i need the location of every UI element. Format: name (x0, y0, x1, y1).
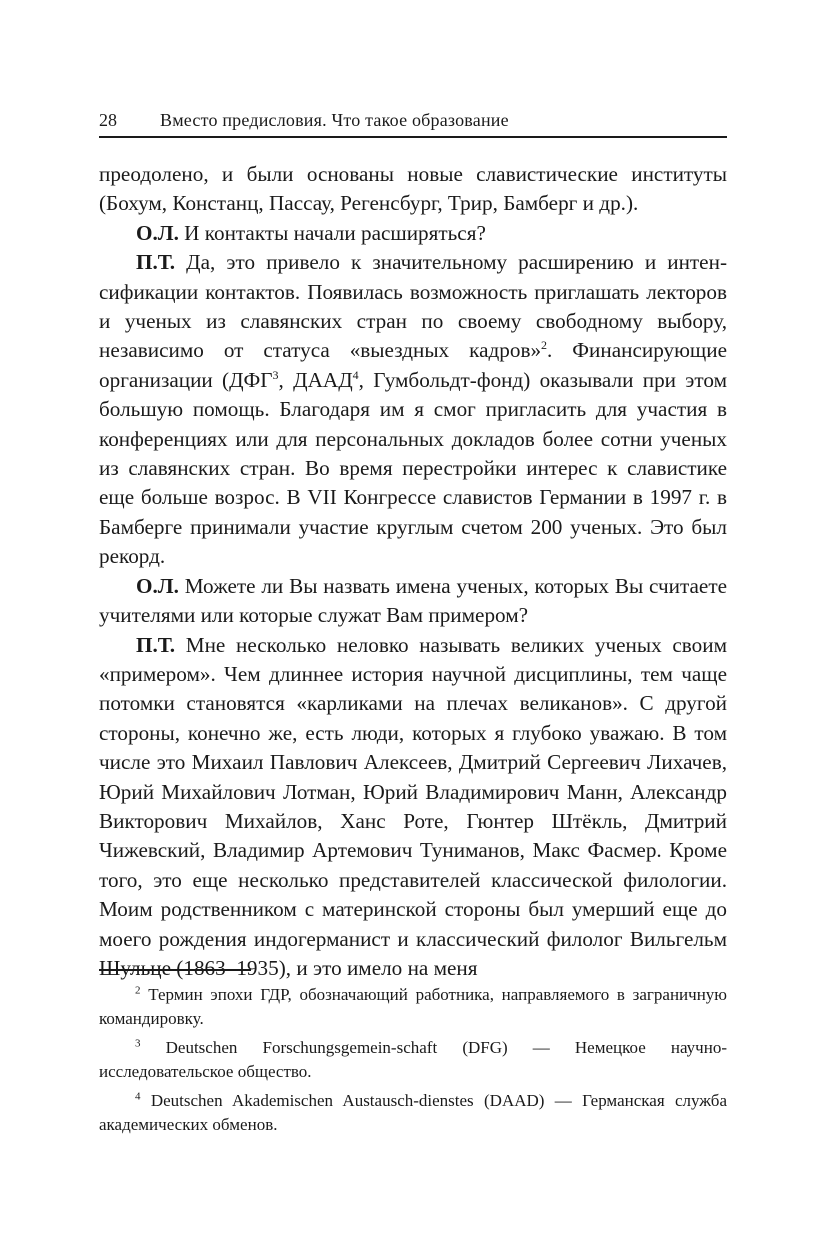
speaker-label: П.Т. (136, 632, 176, 657)
footnote-ref[interactable]: 2 (541, 338, 548, 353)
dialogue-question (99, 572, 727, 631)
paragraph-text: . Финансирующие организации (ДФГ (99, 338, 727, 392)
paragraph-text: Да, это привело к значительному расширению и интенсификации контактов. Появилась возможность приглашать лекторов и ученых из славянских стран по своему свободному выбору, независимо от статуса «выездных кадров» (99, 250, 727, 363)
dialogue-question (99, 219, 727, 248)
footnote-mark: 3 (135, 1037, 141, 1050)
dialogue-answer (99, 631, 727, 984)
running-header (99, 108, 727, 138)
footnote-text: Термин эпохи ГДР, обозначающий работника, направляемого в заграничную командировку. (99, 985, 727, 1028)
footnote-ref[interactable]: 3 (272, 367, 279, 382)
speaker-label: П.Т. (136, 250, 176, 275)
footnote-text: Deutschen Forschungsgemein-schaft (DFG) — Немецкое научно-исследовательское общество. (99, 1038, 727, 1081)
speaker-label: О.Л. (136, 220, 179, 245)
footnotes (99, 983, 727, 1142)
page-number: 28 (99, 110, 117, 130)
paragraph-text: И контакты начали расширяться? (178, 220, 486, 245)
paragraph-text: Можете ли Вы назвать имена ученых, которых Вы считаете учителями или которые служат Вам примером? (99, 573, 727, 628)
paragraph-continuation (99, 160, 727, 219)
paragraph-text: , Гумбольдт-фонд) оказывали при этом большую помощь. Благодаря им я смог пригласить для участия в конференциях или для персональных докладов более сотни ученых из славянских стран. Во время перестройки интерес к славистике еще больше возрос. В VII Конгрессе славистов Германии в 1997 г. в Бамберге принимали участие круглым счетом 200 ученых. Это был рекорд. (99, 367, 727, 569)
paragraph-text: преодолено, и были основаны новые славистические институты (Бохум, Констанц, Пассау, Регенсбург, Трир, Бамберг и др.). (99, 162, 727, 216)
footnote-text: Deutschen Akademischen Austausch-dienstes (DAAD) — Германская служба академических обменов. (99, 1091, 727, 1134)
footnote-divider (99, 969, 251, 971)
running-title: Вместо предисловия. Что такое образование (160, 110, 509, 130)
footnote (99, 1089, 727, 1137)
footnote-ref[interactable]: 4 (352, 367, 359, 382)
footnote (99, 983, 727, 1031)
footnote-mark: 2 (135, 984, 141, 997)
footnote (99, 1036, 727, 1084)
paragraph-text: , ДААД (278, 367, 353, 392)
paragraph-text: Мне несколько неловко называть великих ученых своим «примером». Чем длиннее история научной дисциплины, тем чаще потомки становятся «карликами на плечах великанов». С другой стороны, конечно же, есть люди, которых я глубоко уважаю. В том числе это Михаил Павлович Алексеев, Дмитрий Сергеевич Лихачев, Юрий Михайлович Лотман, Юрий Владимирович Манн, Александр Викторович Михайлов, Ханс Роте, Гюнтер Штёкль, Дмитрий Чижевский, Владимир Артемович Туниманов, Макс Фасмер. Кроме того, это еще несколько представителей классической филологии. Моим родственником с материнской стороны был умерший еще до моего рождения индогерманист и классический филолог Вильгельм Шульце (1863–1935), и это имело на меня (99, 632, 727, 980)
dialogue-answer (99, 248, 727, 571)
main-text (99, 160, 727, 983)
footnote-mark: 4 (135, 1090, 141, 1103)
speaker-label: О.Л. (136, 573, 179, 598)
